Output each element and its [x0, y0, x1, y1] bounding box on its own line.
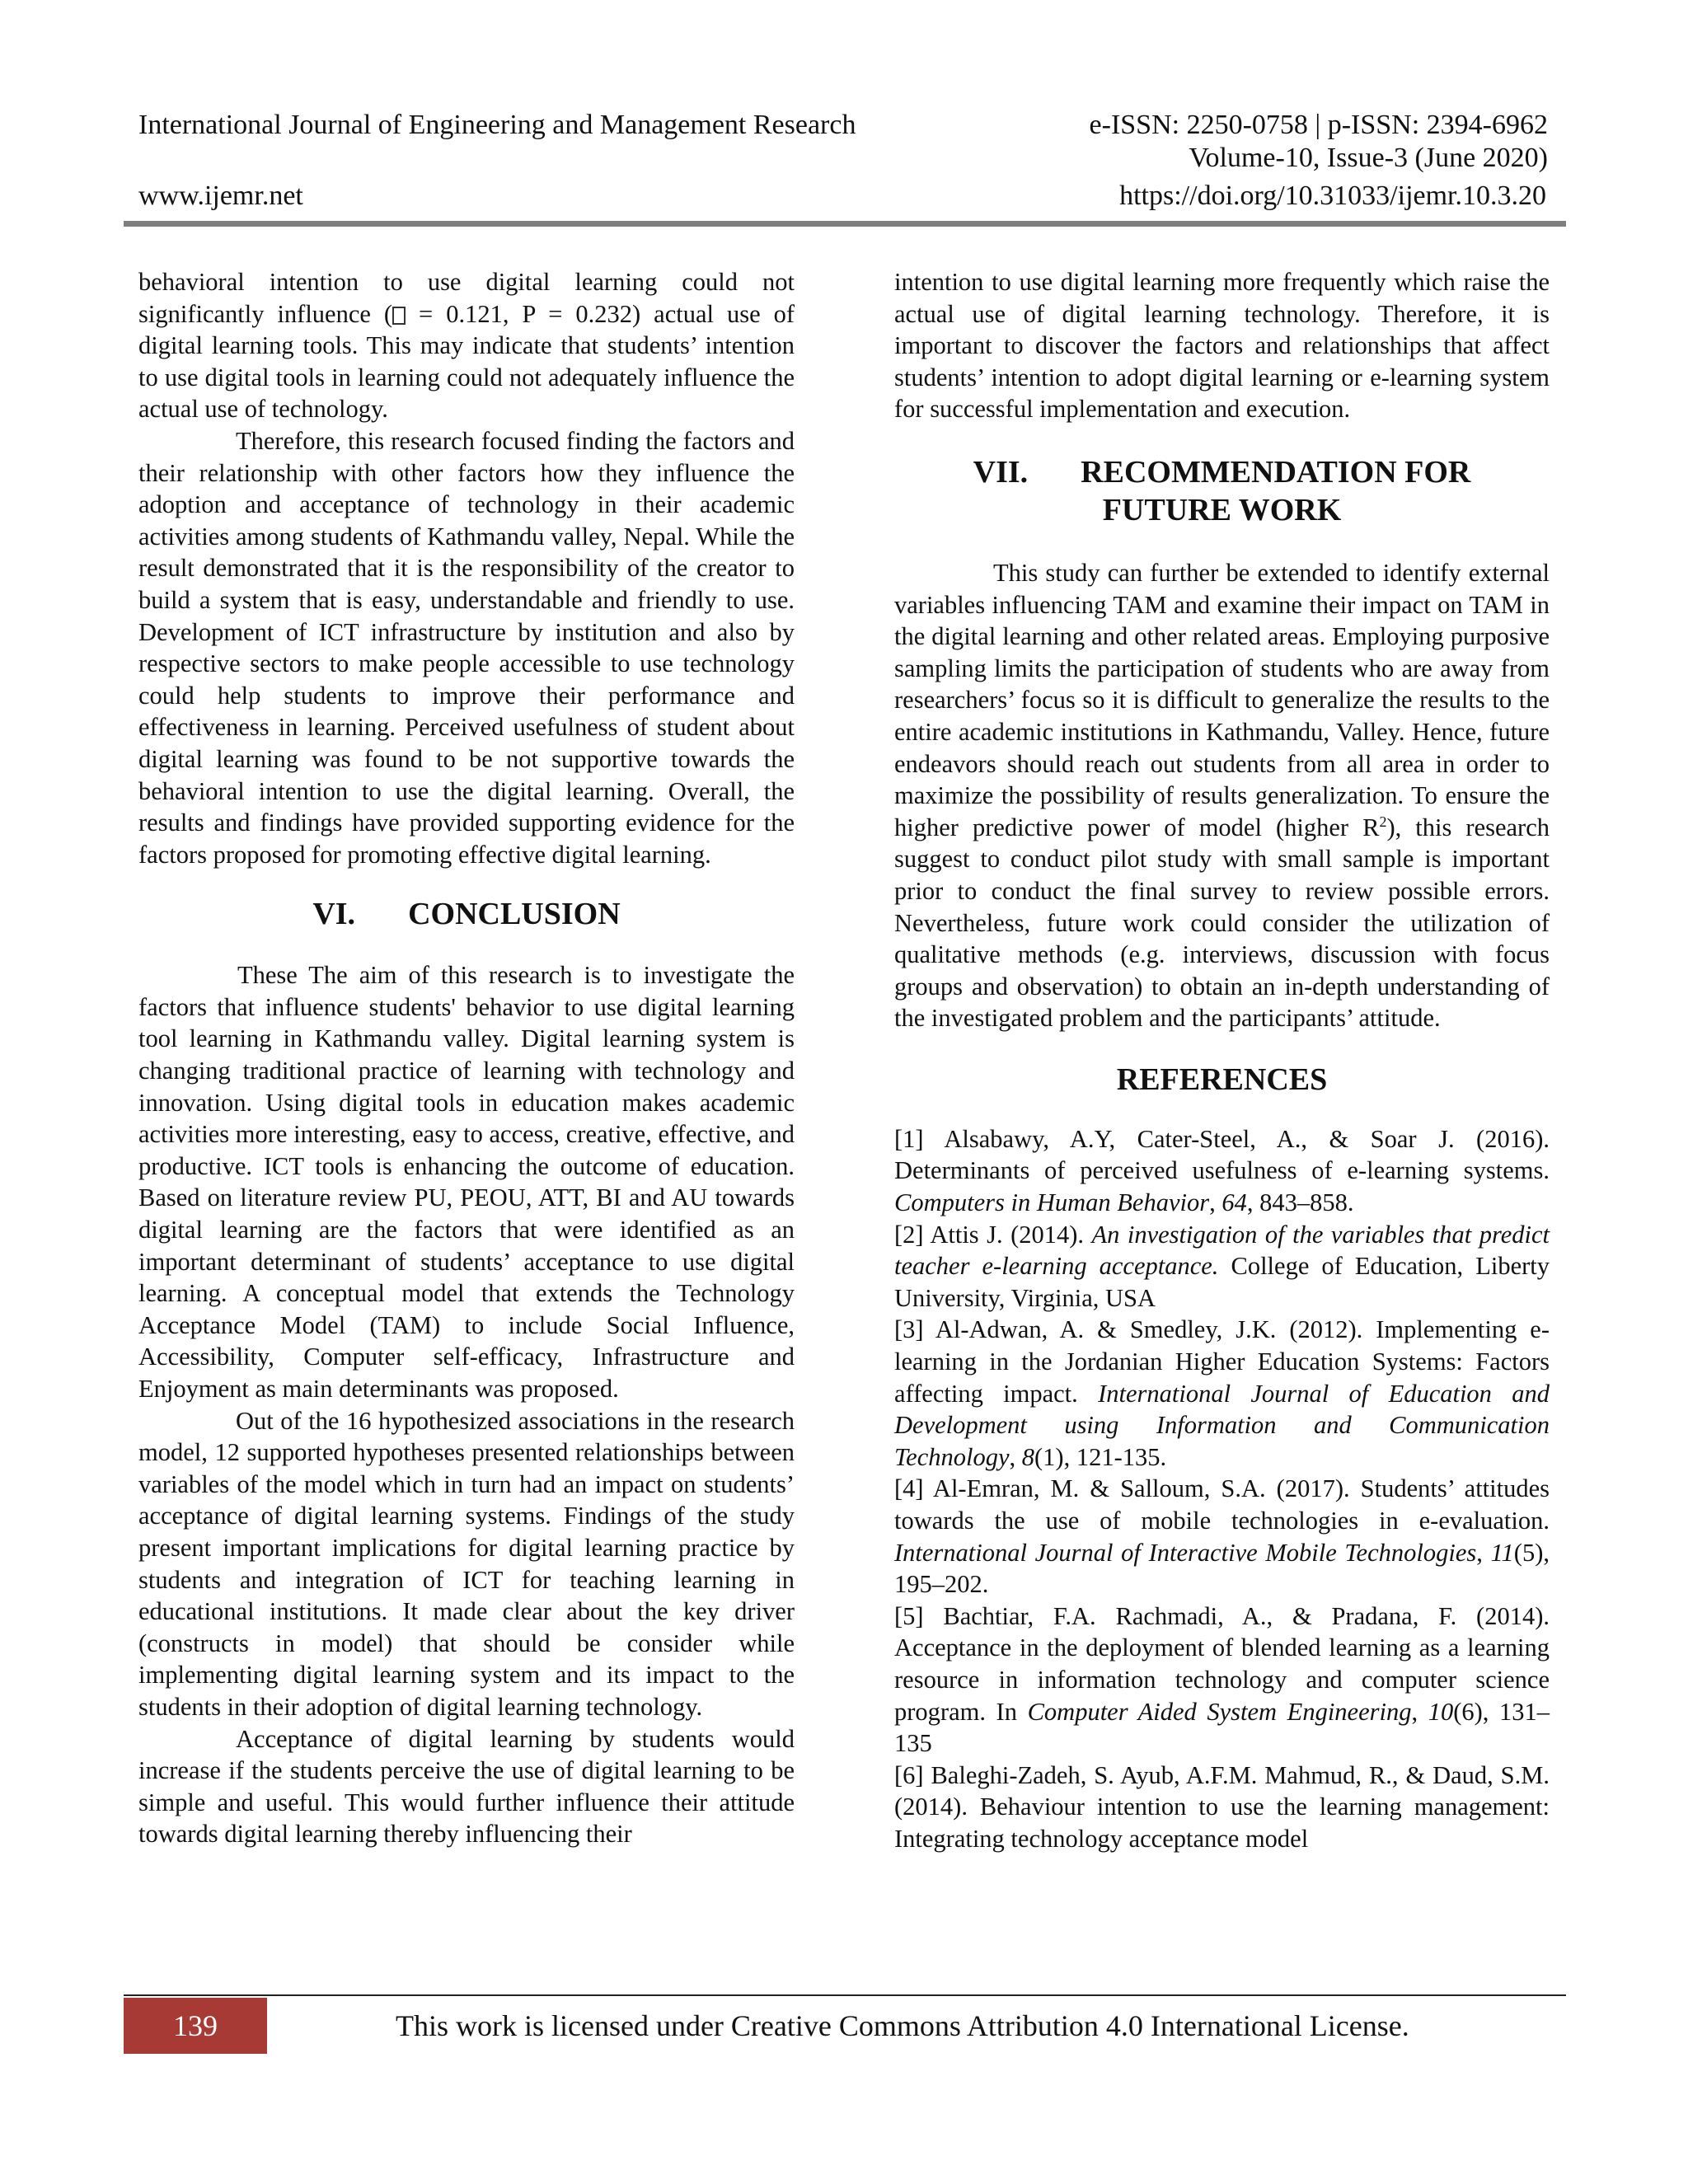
- footer-rule: [124, 1994, 1566, 1996]
- paragraph: This study can further be extended to identify external variables influencing TAM and examine their impact on TAM in the digital learning and other related areas. Employing purposive sampling limits the participation of students who are away from researchers’ focus so it is difficult to generalize the results to the entire academic institutions in Kathmandu, Valley. Hence, future endeavors should reach out students from all area in order to maximize the possibility of results generalization. To ensure the higher predictive power of model (higher $R^2$), this research suggest to conduct pilot study with small sample is important prior to conduct the final survey to review possible errors. Nevertheless, future work could consider the utilization of qualitative methods (e.g. interviews, discussion with focus groups and observation) to obtain an in-depth understanding of the investigated problem and the participants’ attitude.: [894, 558, 1550, 1033]
- section-heading-future-work: VII. RECOMMENDATION FOR FUTURE WORK: [973, 454, 1471, 527]
- page-number: 139: [124, 1998, 267, 2054]
- paragraph: These The aim of this research is to investigate the factors that influence students' behavior to use digital learning tool learning in Kathmandu valley. Digital learning system is changing traditional practice of learning with technology and innovation. Using digital tools in education makes academic activities more interesting, easy to access, creative, effective, and productive. ICT tools is enhancing the outcome of education. Based on literature review PU, PEOU, ATT, BI and AU towards digital learning are the factors that were identified as an important determinant of students’ acceptance to use digital learning. A conceptual model that extends the Technology Acceptance Model (TAM) to include Social Influence, Accessibility, Computer self-efficacy, Infrastructure and Enjoyment as main determinants was proposed.: [138, 961, 795, 1403]
- reference-item: [6] Baleghi-Zadeh, S. Ayub, A.F.M. Mahmud, R., & Daud, S.M. (2014). Behaviour intention to use the learning management: Integrating technology acceptance model: [894, 1760, 1550, 1853]
- section-heading-references: REFERENCES: [1116, 1062, 1328, 1097]
- paragraph: Therefore, this research focused finding the factors and their relationship with other factors how they influence the adoption and acceptance of technology in their academic activities among students of Kathmandu valley, Nepal. While the result demonstrated that it is the responsibility of the creator to build a system that is easy, understandable and friendly to use. Development of ICT infrastructure by institution and also by respective sectors to make people accessible to use technology could help students to improve their performance and effectiveness in learning. Perceived usefulness of student about digital learning was found to be not supportive towards the behavioral intention to use the digital learning. Overall, the results and findings have provided supporting evidence for the factors proposed for promoting effective digital learning.: [138, 426, 795, 869]
- paragraph: Out of the 16 hypothesized associations in the research model, 12 supported hypotheses presented relationships between variables of the model which in turn had an impact on students’ acceptance of digital learning systems. Findings of the study present important implications for digital learning practice by students and integration of ICT for teaching learning in educational institutions. It made clear about the key driver (constructs in model) that should be consider while implementing digital learning system and its impact to the students in their adoption of digital learning technology.: [138, 1406, 795, 1721]
- license-text: This work is licensed under Creative Commons Attribution 4.0 International License.: [396, 2009, 1409, 2042]
- doi-link[interactable]: https://doi.org/10.31033/ijemr.10.3.20: [1119, 180, 1546, 211]
- left-column: [138, 266, 795, 1850]
- reference-item: [4] Al-Emran, M. & Salloum, S.A. (2017). Students’ attitudes towards the use of mobile technologies in e-evaluation. International Journal of Interactive Mobile Technologies, 11(5), 195–202.: [894, 1474, 1550, 1599]
- issn-line: e-ISSN: 2250-0758 | p-ISSN: 2394-6962: [1089, 110, 1548, 140]
- reference-item: [2] Attis J. (2014). An investigation of the variables that predict teacher e-learning acceptance. College of Education, Liberty University, Virginia, USA: [894, 1220, 1550, 1312]
- volume-line: Volume-10, Issue-3 (June 2020): [1189, 143, 1548, 173]
- journal-title: International Journal of Engineering and Management Research: [138, 110, 856, 140]
- website-link[interactable]: www.ijemr.net: [138, 180, 303, 211]
- reference-item: [5] Bachtiar, F.A. Rachmadi, A., & Pradana, F. (2014). Acceptance in the deployment of blended learning as a learning resource in information technology and computer science program. In Computer Aided System Engineering, 10(6), 131–135: [894, 1601, 1550, 1758]
- section-heading-conclusion: VI. CONCLUSION: [312, 897, 621, 932]
- reference-item: [3] Al-Adwan, A. & Smedley, J.K. (2012). Implementing e-learning in the Jordanian Higher Education Systems: Factors affecting impact. International Journal of Education and Development using Information and Communication Technology, 8(1), 121-135.: [894, 1315, 1550, 1471]
- paragraph: behavioral intention to use digital learning could not significantly influence ( = 0.121, P = 0.232) actual use of digital learning tools. This may indicate that students’ intention to use digital tools in learning could not adequately influence the actual use of technology.: [138, 268, 795, 424]
- reference-item: [1] Alsabawy, A.Y, Cater-Steel, A., & Soar J. (2016). Determinants of perceived usefulness of e-learning systems. Computers in Human Behavior, 64, 843–858.: [894, 1124, 1550, 1217]
- right-column: [894, 266, 1550, 1855]
- header-rule: [124, 221, 1566, 227]
- paragraph: Acceptance of digital learning by students would increase if the students perceive the use of digital learning to be simple and useful. This would further influence their attitude towards digital learning thereby influencing their: [138, 1724, 795, 1849]
- missing-glyph-icon: [392, 307, 406, 325]
- paragraph: intention to use digital learning more frequently which raise the actual use of digital learning technology. Therefore, it is important to discover the factors and relationships that affect students’ intention to adopt digital learning or e-learning system for successful implementation and execution.: [894, 268, 1550, 424]
